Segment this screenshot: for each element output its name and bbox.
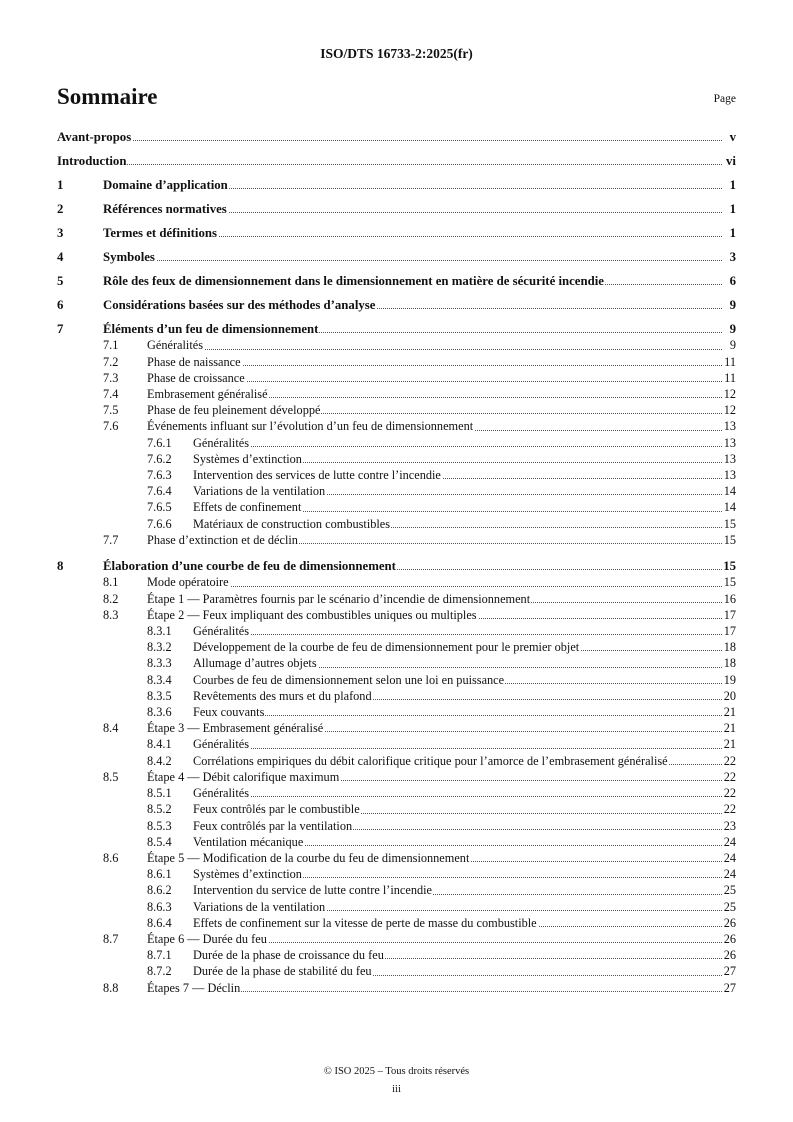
toc-entry-title[interactable]: Étapes 7 — Déclin xyxy=(147,980,241,995)
toc-entry-page: 23 xyxy=(723,818,736,833)
toc-entry-number: 8.3.4 xyxy=(147,672,172,687)
toc-leader-dots xyxy=(147,586,722,587)
toc-entry-page: 16 xyxy=(723,591,736,606)
toc-entry-number: 8.6.2 xyxy=(147,883,172,898)
toc-entry-title[interactable]: Feux contrôlés par le combustible xyxy=(193,802,360,817)
toc-entry-page: 13 xyxy=(723,468,736,483)
toc-entry-number: 8.7.1 xyxy=(147,948,172,963)
toc-entry-page: 15 xyxy=(723,516,736,531)
toc-entry[interactable] xyxy=(57,153,736,169)
toc-entry[interactable] xyxy=(57,354,736,370)
toc-entry-page: 22 xyxy=(723,786,736,801)
toc-entry-number: 7.7 xyxy=(103,532,119,547)
toc-entry-number: 8.5.2 xyxy=(147,802,172,817)
toc-entry-number: 8.5 xyxy=(103,769,119,784)
toc-entry[interactable] xyxy=(57,607,736,623)
toc-entry-number: 8.2 xyxy=(103,591,119,606)
toc-entry-number: 2 xyxy=(57,202,64,216)
toc-entry-page: 9 xyxy=(729,298,736,312)
toc-entry-title[interactable]: Systèmes d’extinction xyxy=(193,451,302,466)
toc-entry-title[interactable]: Domaine d’application xyxy=(103,178,228,192)
toc-entry-number: 7.6.3 xyxy=(147,468,172,483)
toc-entry-page: 14 xyxy=(723,484,736,499)
toc-entry-title[interactable]: Références normatives xyxy=(103,202,227,216)
toc-entry[interactable] xyxy=(57,672,736,688)
toc-entry[interactable] xyxy=(57,225,736,241)
toc-entry-page: 25 xyxy=(723,899,736,914)
toc-entry-page: 17 xyxy=(723,607,736,622)
toc-entry-page: 21 xyxy=(723,737,736,752)
toc-entry-title[interactable]: Matériaux de construction combustibles xyxy=(193,516,391,531)
toc-entry-title[interactable]: Phase de croissance xyxy=(147,370,245,385)
toc-entry-number: 7.4 xyxy=(103,387,119,402)
toc-entry-number: 8.7.2 xyxy=(147,964,172,979)
toc-entry-number: 8.5.4 xyxy=(147,834,172,849)
toc-leader-dots xyxy=(193,748,722,749)
toc-entry-number: 8.8 xyxy=(103,980,119,995)
toc-entry-page: 27 xyxy=(723,964,736,979)
toc-entry[interactable] xyxy=(57,499,736,515)
toc-entry[interactable] xyxy=(57,801,736,817)
toc-entry-number: 7.6.1 xyxy=(147,435,172,450)
toc-entry[interactable] xyxy=(57,639,736,655)
toc-entry[interactable] xyxy=(57,483,736,499)
toc-entry-number: 3 xyxy=(57,226,64,240)
toc-entry-title[interactable]: Généralités xyxy=(193,624,249,639)
toc-entry-page: 13 xyxy=(723,451,736,466)
toc-entry-page: 13 xyxy=(723,419,736,434)
toc-entry[interactable] xyxy=(57,882,736,898)
toc-entry-title[interactable]: Effets de confinement sur la vitesse de perte de masse du combustible xyxy=(193,915,537,930)
toc-entry-number: 1 xyxy=(57,178,64,192)
toc-entry-page: 11 xyxy=(724,354,736,369)
toc-entry-number: 8.5.3 xyxy=(147,818,172,833)
toc-entry-title[interactable]: Corrélations empiriques du débit calorifique critique pour l’amorce de l’embrasement généralisé xyxy=(193,753,668,768)
toc-entry-title[interactable]: Phase de feu pleinement développé xyxy=(147,403,321,418)
toc-entry-page: 26 xyxy=(723,948,736,963)
toc-entry-title[interactable]: Intervention du service de lutte contre l’incendie xyxy=(193,883,433,898)
toc-leader-dots xyxy=(193,446,722,447)
toc-entry[interactable] xyxy=(57,467,736,483)
toc-entry-page: 24 xyxy=(723,850,736,865)
toc-entry-page: 21 xyxy=(723,705,736,720)
toc-entry-number: 7.6 xyxy=(103,419,119,434)
toc-entry-page: 15 xyxy=(723,532,736,547)
toc-entry-number: 7.6.5 xyxy=(147,500,172,515)
toc-entry-page: 19 xyxy=(723,672,736,687)
copyright-footer: © ISO 2025 – Tous droits réservés xyxy=(323,1066,470,1077)
toc-entry-title[interactable]: Mode opératoire xyxy=(147,575,229,590)
toc-entry-title[interactable]: Effets de confinement xyxy=(193,500,302,515)
toc-entry-title[interactable]: Phase d’extinction et de déclin xyxy=(147,532,298,547)
toc-entry[interactable] xyxy=(57,337,736,353)
toc-entry-title[interactable]: Étape 1 — Paramètres fournis par le scénario d’incendie de dimensionnement xyxy=(147,591,531,606)
toc-entry-title[interactable]: Phase de naissance xyxy=(147,354,241,369)
toc-entry[interactable] xyxy=(57,785,736,801)
toc-leader-dots xyxy=(57,164,722,165)
toc-leader-dots xyxy=(193,715,722,716)
toc-entry-title[interactable]: Embrasement généralisé xyxy=(147,387,268,402)
table-of-contents xyxy=(57,129,736,996)
toc-entry-page: 14 xyxy=(723,500,736,515)
toc-entry[interactable] xyxy=(57,736,736,752)
toc-entry-number: 8.6.1 xyxy=(147,867,172,882)
toc-entry[interactable] xyxy=(57,129,736,145)
toc-entry-title[interactable]: Systèmes d’extinction xyxy=(193,867,302,882)
toc-entry[interactable] xyxy=(57,591,736,607)
toc-entry[interactable] xyxy=(57,574,736,590)
toc-entry-title[interactable]: Généralités xyxy=(193,737,249,752)
toc-entry[interactable] xyxy=(57,720,736,736)
toc-entry-number: 8.5.1 xyxy=(147,786,172,801)
toc-entry[interactable] xyxy=(57,769,736,785)
toc-entry-number: 8 xyxy=(57,559,64,574)
toc-entry-page: vi xyxy=(726,154,736,168)
toc-entry-title[interactable]: Introduction xyxy=(57,154,127,168)
toc-entry[interactable] xyxy=(57,516,736,532)
toc-entry-number: 8.1 xyxy=(103,575,119,590)
toc-entry[interactable] xyxy=(57,931,736,947)
toc-entry[interactable] xyxy=(57,558,736,574)
toc-entry[interactable] xyxy=(57,655,736,671)
toc-entry-title[interactable]: Élaboration d’une courbe de feu de dimensionnement xyxy=(103,559,396,574)
toc-entry[interactable] xyxy=(57,947,736,963)
toc-entry-number: 8.4.2 xyxy=(147,753,172,768)
toc-entry-title[interactable]: Ventilation mécanique xyxy=(193,834,304,849)
toc-entry-number: 8.7 xyxy=(103,931,119,946)
toc-entry[interactable] xyxy=(57,386,736,402)
toc-entry-title[interactable]: Étape 2 — Feux impliquant des combustibles uniques ou multiples xyxy=(147,607,477,622)
toc-entry-page: v xyxy=(729,130,736,144)
toc-entry-title[interactable]: Étape 5 — Modification de la courbe du feu de dimensionnement xyxy=(147,850,470,865)
toc-leader-dots xyxy=(57,140,722,141)
toc-entry-number: 8.6.3 xyxy=(147,899,172,914)
toc-entry-title[interactable]: Considérations basées sur des méthodes d’analyse xyxy=(103,298,376,312)
toc-entry-number: 8.3 xyxy=(103,607,119,622)
toc-entry-number: 7.6.2 xyxy=(147,451,172,466)
toc-entry-page: 17 xyxy=(723,624,736,639)
toc-entry-page: 13 xyxy=(723,435,736,450)
toc-entry[interactable] xyxy=(57,688,736,704)
toc-entry-page: 25 xyxy=(723,883,736,898)
toc-entry-page: 20 xyxy=(723,688,736,703)
toc-entry-number: 6 xyxy=(57,298,64,312)
toc-leader-dots xyxy=(103,260,722,261)
toc-entry-title[interactable]: Développement de la courbe de feu de dimensionnement pour le premier objet xyxy=(193,640,580,655)
toc-entry[interactable] xyxy=(57,980,736,996)
toc-entry[interactable] xyxy=(57,915,736,931)
toc-entry-page: 1 xyxy=(729,178,736,192)
toc-entry-page: 22 xyxy=(723,753,736,768)
toc-entry-page: 9 xyxy=(729,338,736,353)
toc-entry-title[interactable]: Intervention des services de lutte contre l’incendie xyxy=(193,468,441,483)
toc-entry[interactable] xyxy=(57,249,736,265)
toc-entry-page: 11 xyxy=(724,370,736,385)
toc-entry-page: 12 xyxy=(723,403,736,418)
toc-entry-page: 1 xyxy=(729,202,736,216)
toc-entry[interactable] xyxy=(57,532,736,548)
toc-entry-number: 8.3.6 xyxy=(147,705,172,720)
toc-entry-number: 7.6.4 xyxy=(147,484,172,499)
toc-entry-title[interactable]: Étape 6 — Durée du feu xyxy=(147,931,267,946)
toc-entry[interactable] xyxy=(57,321,736,337)
toc-entry[interactable] xyxy=(57,418,736,434)
toc-entry-title[interactable]: Feux contrôlés par la ventilation xyxy=(193,818,353,833)
toc-entry-page: 26 xyxy=(723,915,736,930)
toc-entry-page: 22 xyxy=(723,769,736,784)
toc-entry[interactable] xyxy=(57,451,736,467)
toc-entry[interactable] xyxy=(57,273,736,289)
toc-entry[interactable] xyxy=(57,834,736,850)
toc-entry-page: 6 xyxy=(729,274,736,288)
toc-entry-page: 3 xyxy=(729,250,736,264)
toc-leader-dots xyxy=(193,796,722,797)
page-number: iii xyxy=(392,1084,401,1095)
toc-entry-title[interactable]: Symboles xyxy=(103,250,155,264)
toc-entry-title[interactable]: Durée de la phase de croissance du feu xyxy=(193,948,384,963)
toc-entry[interactable] xyxy=(57,963,736,979)
toc-entry-page: 18 xyxy=(723,640,736,655)
toc-entry-number: 7.2 xyxy=(103,354,119,369)
toc-entry-number: 8.4.1 xyxy=(147,737,172,752)
toc-entry-page: 24 xyxy=(723,834,736,849)
toc-entry-number: 8.3.2 xyxy=(147,640,172,655)
toc-entry-number: 8.3.1 xyxy=(147,624,172,639)
toc-entry[interactable] xyxy=(57,850,736,866)
toc-entry[interactable] xyxy=(57,866,736,882)
toc-entry[interactable] xyxy=(57,177,736,193)
toc-entry-title[interactable]: Rôle des feux de dimensionnement dans le dimensionnement en matière de sécurité incendie xyxy=(103,274,604,288)
toc-entry-title[interactable]: Avant-propos xyxy=(57,130,132,144)
toc-entry-title[interactable]: Termes et définitions xyxy=(103,226,217,240)
toc-entry-title[interactable]: Généralités xyxy=(147,338,203,353)
toc-entry-number: 7.3 xyxy=(103,370,119,385)
toc-entry-number: 8.3.5 xyxy=(147,688,172,703)
toc-entry-number: 7.5 xyxy=(103,403,119,418)
toc-entry-number: 4 xyxy=(57,250,64,264)
toc-entry-title[interactable]: Étape 3 — Embrasement généralisé xyxy=(147,721,324,736)
toc-entry[interactable] xyxy=(57,201,736,217)
toc-entry-number: 8.4 xyxy=(103,721,119,736)
toc-entry-title[interactable]: Généralités xyxy=(193,786,249,801)
toc-entry-page: 22 xyxy=(723,802,736,817)
toc-entry-number: 8.3.3 xyxy=(147,656,172,671)
toc-entry[interactable] xyxy=(57,402,736,418)
toc-entry-title[interactable]: Feux couvants xyxy=(193,705,265,720)
toc-entry-title[interactable]: Généralités xyxy=(193,435,249,450)
toc-entry-title[interactable]: Variations de la ventilation xyxy=(193,484,326,499)
toc-entry[interactable] xyxy=(57,818,736,834)
toc-entry-page: 1 xyxy=(729,226,736,240)
toc-entry-page: 15 xyxy=(723,559,736,574)
toc-entry-title[interactable]: Variations de la ventilation xyxy=(193,899,326,914)
toc-entry[interactable] xyxy=(57,370,736,386)
toc-entry-page: 26 xyxy=(723,931,736,946)
toc-leader-dots xyxy=(147,349,722,350)
toc-entry-number: 7 xyxy=(57,322,64,336)
toc-entry-number: 7.6.6 xyxy=(147,516,172,531)
page-column-label: Page xyxy=(713,93,736,105)
toc-entry-number: 8.6 xyxy=(103,850,119,865)
toc-entry-title[interactable]: Étape 4 — Débit calorifique maximum xyxy=(147,769,340,784)
page-title: Sommaire xyxy=(57,84,158,109)
toc-entry-page: 27 xyxy=(723,980,736,995)
toc-entry[interactable] xyxy=(57,899,736,915)
toc-entry-title[interactable]: Durée de la phase de stabilité du feu xyxy=(193,964,372,979)
toc-entry[interactable] xyxy=(57,704,736,720)
toc-entry-page: 24 xyxy=(723,867,736,882)
toc-entry-page: 15 xyxy=(723,575,736,590)
toc-entry-page: 18 xyxy=(723,656,736,671)
toc-entry-page: 12 xyxy=(723,387,736,402)
toc-entry-number: 5 xyxy=(57,274,64,288)
toc-leader-dots xyxy=(193,634,722,635)
toc-entry-number: 8.6.4 xyxy=(147,915,172,930)
toc-entry-number: 7.1 xyxy=(103,338,119,353)
toc-entry[interactable] xyxy=(57,297,736,313)
toc-entry-title[interactable]: Allumage d’autres objets xyxy=(193,656,317,671)
toc-entry[interactable] xyxy=(57,623,736,639)
toc-entry-page: 9 xyxy=(729,322,736,336)
toc-entry-title[interactable]: Éléments d’un feu de dimensionnement xyxy=(103,322,319,336)
toc-entry-title[interactable]: Revêtements des murs et du plafond xyxy=(193,688,372,703)
toc-entry-page: 21 xyxy=(723,721,736,736)
document-id-header: ISO/DTS 16733-2:2025(fr) xyxy=(320,46,473,61)
toc-entry-title[interactable]: Événements influant sur l’évolution d’un feu de dimensionnement xyxy=(147,419,474,434)
toc-entry[interactable] xyxy=(57,435,736,451)
toc-entry-title[interactable]: Courbes de feu de dimensionnement selon une loi en puissance xyxy=(193,672,505,687)
toc-entry[interactable] xyxy=(57,753,736,769)
